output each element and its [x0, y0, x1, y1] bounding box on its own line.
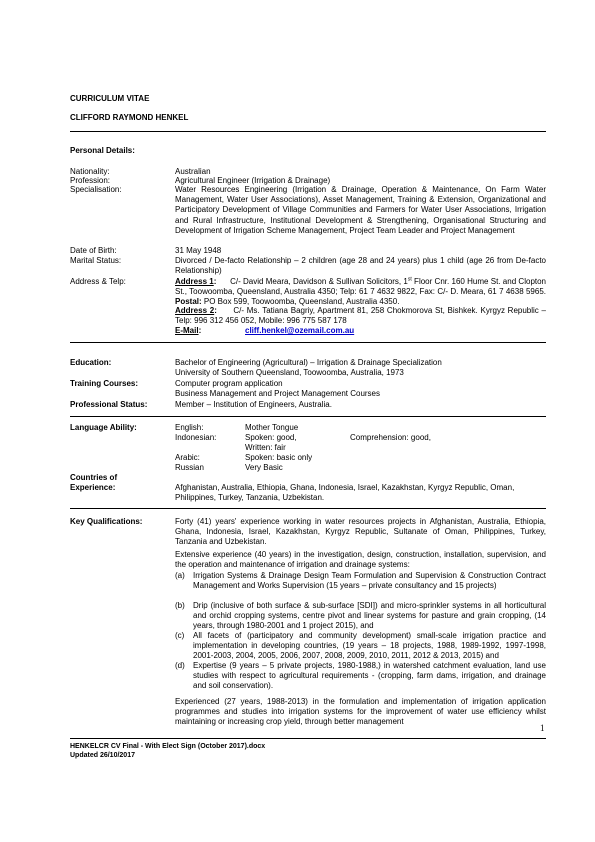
education-line-1: Bachelor of Engineering (Agricultural) – Irrigation & Drainage Specialization — [175, 358, 442, 367]
address-1-title: Address 1 — [175, 277, 214, 286]
person-name: CLIFFORD RAYMOND HENKEL — [70, 113, 189, 122]
footer-divider — [70, 738, 546, 739]
language-english: English: — [175, 423, 204, 432]
countries-label-2: Experience: — [70, 483, 116, 492]
profession-label: Profession: — [70, 176, 111, 185]
countries-label-1: Countries of — [70, 473, 118, 482]
qualifications-label: Key Qualifications: — [70, 517, 143, 526]
nationality-label: Nationality: — [70, 167, 110, 176]
language-label: Language Ability: — [70, 423, 137, 432]
address-label: Address & Telp: — [70, 277, 126, 286]
postal-label: Postal: — [175, 297, 202, 306]
language-indonesian-spoken: Spoken: good, — [245, 433, 297, 442]
training-line-1: Computer program application — [175, 379, 283, 388]
qualifications-para-3: Experienced (27 years, 1988-2013) in the formulation and implementation of irrigation application programmes and studies into irrigation systems for the improvement of water use efficiency whilst maintaining or increasing crop yield, through better management — [175, 697, 546, 726]
email-row: E-Mail: cliff.henkel@ozemail.com.au — [175, 326, 355, 335]
training-label: Training Courses: — [70, 379, 139, 388]
page-number: 1 — [540, 723, 545, 733]
language-arabic-level: Spoken: basic only — [245, 453, 313, 462]
nationality-value: Australian — [175, 167, 211, 176]
address-2-title: Address 2 — [175, 306, 215, 315]
language-russian-level: Very Basic — [245, 463, 283, 472]
qualifications-para-2: Extensive experience (40 years) in the investigation, design, construction, installation, supervision, and the operation and maintenance of irrigation and drainage systems: — [175, 550, 546, 569]
language-english-level: Mother Tongue — [245, 423, 299, 432]
language-indonesian: Indonesian: — [175, 433, 217, 442]
qualification-item: (d) Expertise (9 years – 5 private projects, 1980-1988,) in watershed catchment evaluation, land use studies with respect to agricultural requirements - (cropping, farm dams, irrigation, and drainage and soil conservation). — [175, 661, 546, 690]
language-arabic: Arabic: — [175, 453, 200, 462]
email-label: E-Mail — [175, 326, 199, 335]
countries-value: Afghanistan, Australia, Ethiopia, Ghana, Indonesia, Israel, Kazakhstan, Kyrgyz Republic, Oman, Philippines, Turkey, Tanzania, Uzbekistan. — [175, 483, 515, 502]
profession-value: Agricultural Engineer (Irrigation & Drainage) — [175, 176, 331, 185]
professional-label: Professional Status: — [70, 400, 148, 409]
qualification-item: (a) Irrigation Systems & Drainage Design Team Formulation and Supervision & Construction Contract Management and Works Supervision (15 years – private consultancy and 15 projects) — [175, 571, 546, 590]
divider — [70, 131, 546, 132]
specialisation-label: Specialisation: — [70, 185, 122, 194]
section-personal-details: Personal Details: — [70, 146, 135, 155]
marital-label: Marital Status: — [70, 256, 122, 265]
professional-value: Member – Institution of Engineers, Australia. — [175, 400, 332, 409]
language-indonesian-comprehension: Comprehension: good, — [350, 433, 431, 442]
language-russian: Russian — [175, 463, 204, 472]
email-link[interactable]: cliff.henkel@ozemail.com.au — [245, 326, 355, 335]
document-title: CURRICULUM VITAE — [70, 94, 150, 103]
divider — [70, 342, 546, 343]
language-indonesian-written: Written: fair — [245, 443, 286, 452]
address-1: Address 1: C/- David Meara, Davidson & Sullivan Solicitors, 1st Floor Cnr. 160 Hume St. and Clopton St., Toowoomba, Queensland, Australia 4350; Telp: 61 7 4632 9822, Fax: C/- D. Meara, 61 7 4638 5965. Postal: PO Box 599, Toowoomba, Queensland, Australia 4350. — [175, 276, 547, 306]
training-line-2: Business Management and Project Management Courses — [175, 389, 380, 398]
qualification-item: (b) Drip (inclusive of both surface & sub-surface [SDI]) and micro-sprinkler systems in all horticultural and orchid cropping systems, centre pivot and linear systems for pasture and grain cropping, (14 years, through 1980-2001 and 1 project 2015), and — [175, 601, 546, 630]
education-label: Education: — [70, 358, 112, 367]
dob-value: 31 May 1948 — [175, 246, 222, 255]
education-line-2: University of Southern Queensland, Toowoomba, Australia, 1973 — [175, 368, 404, 377]
qualifications-para-1: Forty (41) years' experience working in water resources projects in Afghanistan, Australia, Ethiopia, Ghana, Indonesia, Israel, Kazakhstan, Kyrgyz Republic, Sultanate of Oman, Philippines, Turkey, Tanzania and Uzbekistan. — [175, 517, 546, 546]
dob-label: Date of Birth: — [70, 246, 117, 255]
divider — [70, 508, 546, 509]
specialisation-value: Water Resources Engineering (Irrigation & Drainage, Operation & Maintenance, On Farm Water Management, Water User Associations), Asset Management, Training & Extension, Organizational and Participatory Development of Village Communities and Farmers for Water User Associations, Irrigation and Rural Infrastructure, Institutional Development & Strengthening, Organisational Structuring and Development of Irrigation Scheme Management, Project Team Leader and Project Management — [175, 185, 546, 235]
footer-filename: HENKELCR CV Final - With Elect Sign (October 2017).docx — [70, 743, 266, 750]
address-2: Address 2: C/- Ms. Tatiana Bagriy, Apartment 81, 258 Chokmorova St, Bishkek. Kyrgyz Republic – Telp: 996 312 456 052, Mobile: 996 775 587 178 — [175, 306, 546, 325]
divider — [70, 416, 546, 417]
qualification-item: (c) All facets of (participatory and community development) small-scale irrigation practice and implementation in developing countries, (19 years – 18 projects, 1988, 1989-1992, 1997-1998, 2001-2003, 2004, 2005, 2006, 2007, 2008, 2009, 2010, 2011, 2012 & 2013, 2015) and — [175, 631, 546, 660]
marital-value: Divorced / De-facto Relationship – 2 children (age 28 and 24 years) plus 1 child (age 26 from De-facto Relationship) — [175, 256, 546, 275]
footer-updated: Updated 26/10/2017 — [70, 752, 135, 759]
